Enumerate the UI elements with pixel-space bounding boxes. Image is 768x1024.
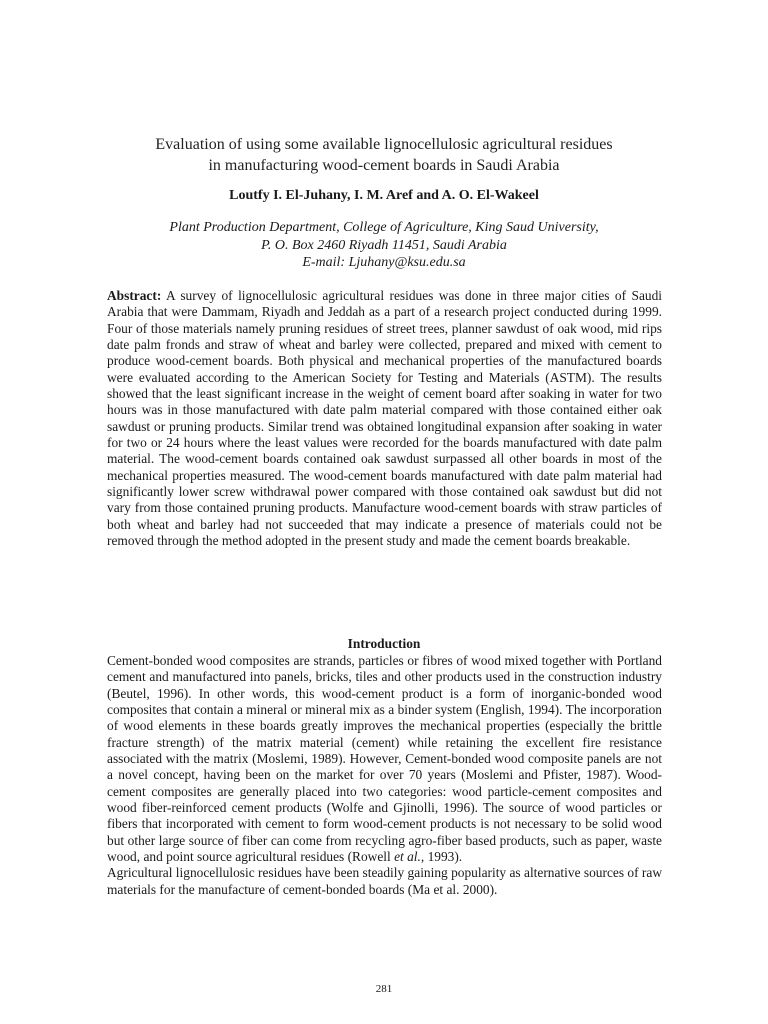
affiliation-address: P. O. Box 2460 Riyadh 11451, Saudi Arabia [261,237,507,253]
author-list: Loutfy I. El-Juhany, I. M. Aref and A. O. El-Wakeel [229,188,539,203]
abstract-section [107,288,662,550]
affiliation-email: E-mail: Ljuhany@ksu.edu.sa [302,255,466,270]
affiliation-block [0,219,768,272]
paragraph-text-end: , 1993). [420,849,463,865]
page-number: 281 [375,983,393,995]
abstract-label: Abstract: [107,288,162,303]
introduction-heading: Introduction [347,636,421,651]
title-line-1: Evaluation of using some available lignocellulosic agricultural residues [155,136,613,153]
paper-title [0,134,768,176]
introduction-paragraph-2: Agricultural lignocellulosic residues have been steadily gaining popularity as alternative sources of raw materials for the manufacture of cement-bonded boards (Ma et al. 2000). [107,865,662,897]
abstract-text: A survey of lignocellulosic agricultural residues was done in three major cities of Saudi Arabia that were Dammam, Riyadh and Jeddah as a part of a research project conducted during 1999. Four of those materials namely pruning residues of street trees, planner sawdust of oak wood, mid rips date palm fronds and straw of wheat and barley were collected, prepared and mixed with cement to produce wood-cement boards. Both physical and mechanical properties of the manufactured boards were evaluated according to the American Society for Testing and Materials (ASTM). The results showed that the least significant increase in the weight of cement board after soaking in water for two hours was in those manufactured with date palm material compared with those contained either oak sawdust or pruning products. Similar trend was obtained longitudinal expansion after soaking in water for two or 24 hours where the least values were recorded for the boards manufactured with date palm material. The wood-cement boards contained oak sawdust surpassed all other boards in most of the mechanical properties measured. The wood-cement boards manufactured with date palm material had significantly lower screw withdrawal power compared with those contained oak sawdust but did not vary from those contained pruning products. Manufacture wood-cement boards with straw particles of both wheat and barley had not succeeded that may indicate a presence of materials could not be removed through the method adopted in the present study and made the cement boards breakable. [107,288,662,549]
title-line-2: in manufacturing wood-cement boards in Saudi Arabia [208,157,560,174]
citation-et-al: et al. [394,849,421,865]
affiliation-department: Plant Production Department, College of Agriculture, King Saud University, [169,220,599,235]
introduction-section [107,653,662,898]
introduction-paragraph-1 [107,653,662,865]
paragraph-text: Cement-bonded wood composites are strands, particles or fibres of wood mixed together with Portland cement and manufactured into panels, bricks, tiles and other products used in the construction industry (Beutel, 1996). In other words, this wood-cement product is a form of inorganic-bonded wood composites that contain a mineral or mineral mix as a binder system (English, 1994). The incorporation of wood elements in these boards greatly improves the mechanical properties (especially the brittle fracture strength) of the matrix material (cement) while retaining the excellent fire resistance associated with the matrix (Moslemi, 1989). However, Cement-bonded wood composite panels are not a novel concept, having been on the market for over 70 years (Moslemi and Pfister, 1987). Wood-cement composites are generally placed into two categories: wood particle-cement composites and wood fiber-reinforced cement products (Wolfe and Gjinolli, 1996). The source of wood particles or fibers that incorporated with cement to form wood-cement products is not necessary to be solid wood but other large source of fiber can come from recycling agro-fiber based products, such as paper, waste wood, and point source agricultural residues (Rowell [107,653,662,865]
